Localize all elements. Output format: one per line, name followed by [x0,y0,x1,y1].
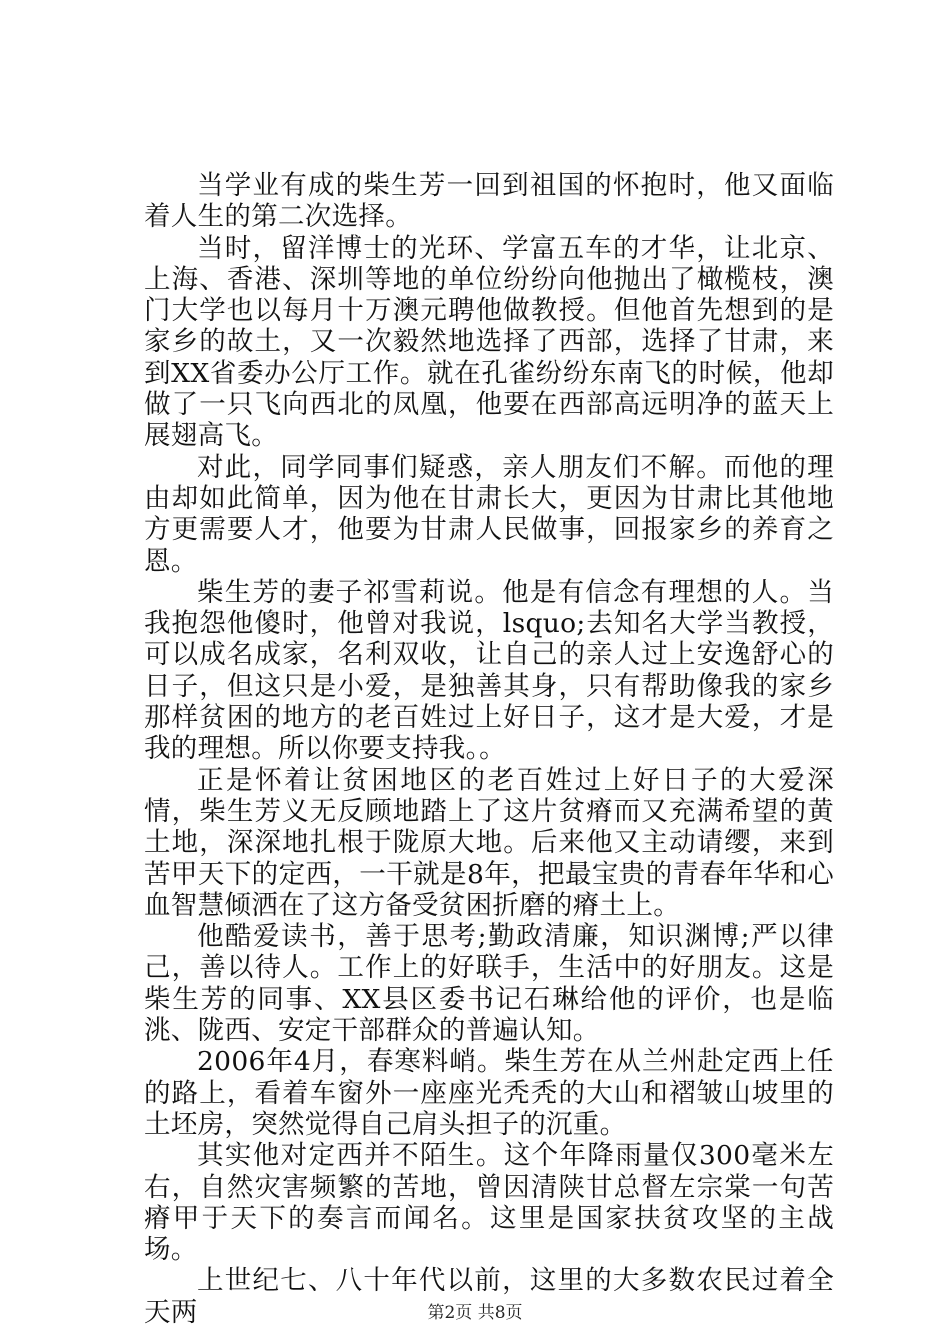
paragraph: 上世纪七、八十年代以前，这里的大多数农民过着全天两 [144,1265,834,1328]
paragraph: 正是怀着让贫困地区的老百姓过上好日子的大爱深情，柴生芳义无反顾地踏上了这片贫瘠而又充满希望的黄土地，深深地扎根于陇原大地。后来他又主动请缨，来到苦甲天下的定西，一干就是8年，把最宝贵的青春年华和心血智慧倾洒在了这方备受贫困折磨的瘠土上。 [144,764,834,921]
paragraph: 柴生芳的妻子祁雪莉说。他是有信念有理想的人。当我抱怨他傻时，他曾对我说，lsquo;去知名大学当教授，可以成名成家，名利双收，让自己的亲人过上安逸舒心的日子，但这只是小爱，是独善其身，只有帮助像我的家乡那样贫困的地方的老百姓过上好日子，这才是大爱，才是我的理想。所以你要支持我。。 [144,576,834,765]
paragraph: 当时，留洋博士的光环、学富五车的才华，让北京、上海、香港、深圳等地的单位纷纷向他抛出了橄榄枝，澳门大学也以每月十万澳元聘他做教授。但他首先想到的是家乡的故土，又一次毅然地选择了西部，选择了甘肃，来到XX省委办公厅工作。就在孔雀纷纷东南飞的时候，他却做了一只飞向西北的凤凰，他要在西部高远明净的蓝天上展翅高飞。 [144,232,834,452]
paragraph: 当学业有成的柴生芳一回到祖国的怀抱时，他又面临着人生的第二次选择。 [144,170,834,233]
paragraph: 2006年4月，春寒料峭。柴生芳在从兰州赴定西上任的路上，看着车窗外一座座光秃秃的大山和褶皱山坡里的土坯房，突然觉得自己肩头担子的沉重。 [144,1046,834,1140]
page-footer: 第2页 共8页 [427,1303,523,1323]
paragraph: 其实他对定西并不陌生。这个年降雨量仅300毫米左右，自然灾害频繁的苦地，曾因清陕甘总督左宗棠一句苦瘠甲于天下的奏言而闻名。这里是国家扶贫攻坚的主战场。 [144,1140,834,1266]
body-text [144,170,834,1328]
paragraph: 他酷爱读书，善于思考;勤政清廉，知识渊博;严以律己，善以待人。工作上的好联手，生活中的好朋友。这是柴生芳的同事、XX县区委书记石琳给他的评价，也是临洮、陇西、安定干部群众的普遍认知。 [144,921,834,1047]
paragraph: 对此，同学同事们疑惑，亲人朋友们不解。而他的理由却如此简单，因为他在甘肃长大，更因为甘肃比其他地方更需要人才，他要为甘肃人民做事，回报家乡的养育之恩。 [144,451,834,577]
